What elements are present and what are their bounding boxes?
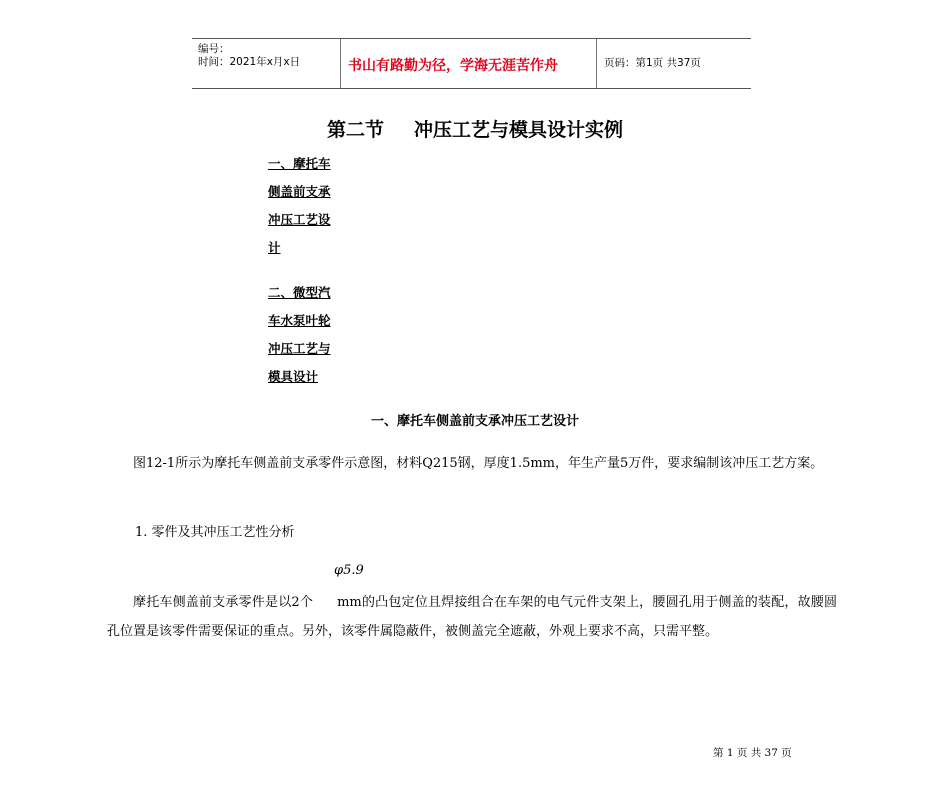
toc-line: 计	[268, 240, 281, 255]
header-page-label: 页码：第1页 共37页	[604, 57, 701, 69]
toc-line: 二、微型汽	[268, 285, 331, 300]
toc-line: 侧盖前支承	[268, 184, 331, 199]
title-name: 冲压工艺与模具设计实例	[414, 119, 624, 141]
page-title	[0, 115, 950, 142]
paragraph-analysis-after: mm的凸包定位且焊接组合在车架的电气元件支架上，腰圆孔用于侧盖的装配，故腰圆孔位置是该零件需要保证的重点。另外，该零件属隐蔽件，被侧盖完全遮蔽，外观上要求不高，只需平整。	[107, 595, 837, 639]
header-divider	[340, 39, 341, 88]
header-time-label: 时间：2021年x月x日	[198, 56, 301, 68]
paragraph-analysis-before: 摩托车侧盖前支承零件是以2个	[133, 595, 314, 610]
toc-line: 一、摩托车	[268, 156, 331, 171]
section-heading: 一、摩托车侧盖前支承冲压工艺设计	[370, 414, 579, 429]
document-header	[192, 38, 751, 89]
paragraph-analysis	[107, 588, 837, 646]
header-number-label: 编号：	[198, 43, 230, 55]
subheading-analysis: 1. 零件及其冲压工艺性分析	[135, 525, 295, 540]
toc-item-1[interactable]	[268, 150, 348, 262]
page-footer: 第 1 页 共 37 页	[713, 747, 792, 759]
toc-line: 模具设计	[268, 369, 319, 384]
paragraph-intro: 图12-1所示为摩托车侧盖前支承零件示意图，材料Q215钢，厚度1.5mm，年生产量5万件，要求编制该冲压工艺方案。	[133, 456, 824, 471]
diameter-formula: φ5.9	[334, 563, 364, 578]
toc-line: 车水泵叶轮	[268, 313, 331, 328]
header-motto: 书山有路勤为径，学海无涯苦作舟	[348, 58, 558, 74]
toc-line: 冲压工艺设	[268, 212, 331, 227]
title-section: 第二节	[326, 119, 384, 141]
toc-line: 冲压工艺与	[268, 341, 331, 356]
header-divider	[596, 39, 597, 88]
toc-item-2[interactable]	[268, 279, 348, 391]
